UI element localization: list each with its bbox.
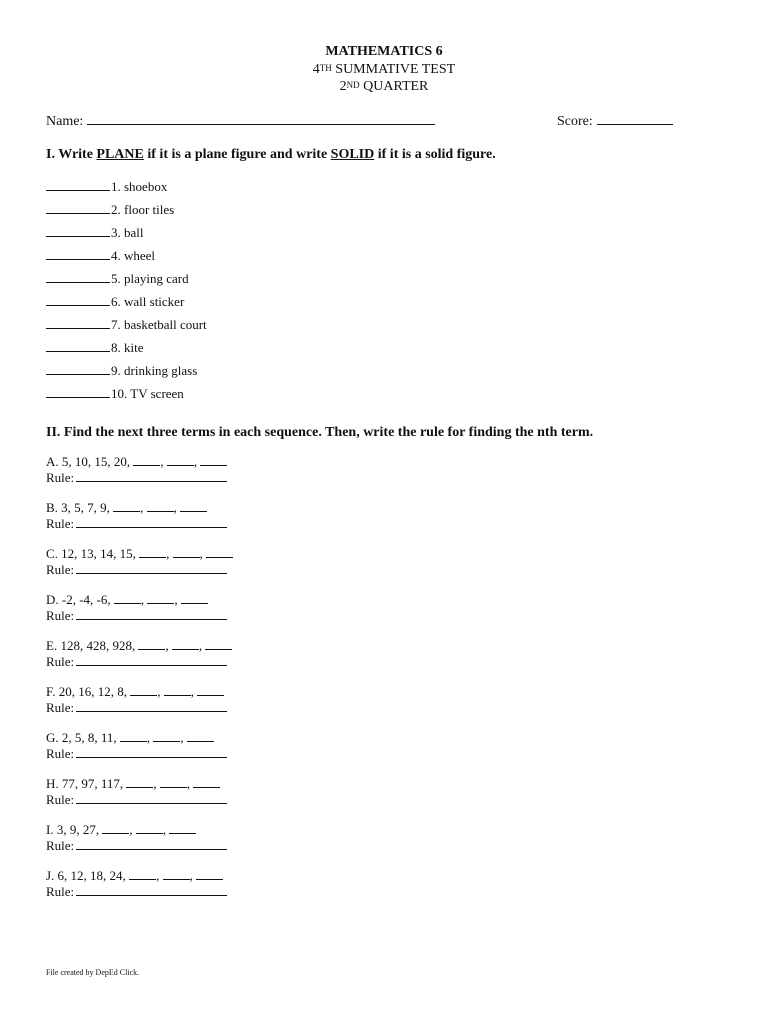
rule-blank[interactable] <box>76 563 227 574</box>
rule-label: Rule: <box>46 791 75 807</box>
answer-blank[interactable] <box>46 248 110 260</box>
test-name: SUMMATIVE TEST <box>335 62 456 77</box>
rule-line <box>46 884 227 900</box>
rule-line <box>46 700 227 716</box>
sequence-item <box>46 776 227 807</box>
part1-suffix: if it is a solid figure. <box>377 147 496 162</box>
subject-title: MATHEMATICS 6 <box>325 44 443 59</box>
term-blank[interactable] <box>136 823 163 834</box>
score-field[interactable] <box>597 112 673 125</box>
rule-line <box>46 838 227 854</box>
item-text: 10. TV screen <box>111 386 184 401</box>
answer-blank[interactable] <box>46 317 110 329</box>
test-ordinal-suffix: TH <box>319 63 332 73</box>
quarter-suffix: ND <box>346 80 360 90</box>
rule-label: Rule: <box>46 653 75 669</box>
sequence-terms: D. -2, -4, -6, <box>46 592 111 607</box>
rule-line <box>46 516 227 532</box>
rule-blank[interactable] <box>76 517 227 528</box>
rule-line <box>46 562 233 578</box>
answer-blank[interactable] <box>46 386 110 398</box>
sequence-item <box>46 592 227 623</box>
sequence-line: J. 6, 12, 18, 24, , , <box>46 868 227 884</box>
name-row <box>46 112 435 131</box>
term-blank[interactable] <box>133 455 160 466</box>
answer-blank[interactable] <box>46 294 110 306</box>
sequence-line: B. 3, 5, 7, 9, , , <box>46 500 227 516</box>
rule-line <box>46 654 232 670</box>
term-blank[interactable] <box>120 731 147 742</box>
rule-blank[interactable] <box>76 747 227 758</box>
sequence-line: E. 128, 428, 928, , , <box>46 638 232 654</box>
rule-label: Rule: <box>46 699 75 715</box>
score-label: Score: <box>557 114 593 129</box>
sequence-item <box>46 730 227 761</box>
sequence-line: H. 77, 97, 117, , , <box>46 776 227 792</box>
term-blank[interactable] <box>187 731 214 742</box>
term-blank[interactable] <box>180 501 207 512</box>
part1-item <box>46 178 167 195</box>
rule-label: Rule: <box>46 837 75 853</box>
sequence-terms: I. 3, 9, 27, <box>46 822 100 837</box>
term-blank[interactable] <box>130 685 157 696</box>
term-blank[interactable] <box>153 731 180 742</box>
plane-keyword: PLANE <box>96 147 144 162</box>
answer-blank[interactable] <box>46 225 110 237</box>
rule-blank[interactable] <box>76 609 227 620</box>
rule-label: Rule: <box>46 607 75 623</box>
term-blank[interactable] <box>102 823 129 834</box>
item-text: 5. playing card <box>111 271 189 286</box>
term-blank[interactable] <box>138 639 165 650</box>
sequence-terms: B. 3, 5, 7, 9, <box>46 500 110 515</box>
sequence-line: C. 12, 13, 14, 15, , , <box>46 546 233 562</box>
sequence-line: G. 2, 5, 8, 11, , , <box>46 730 227 746</box>
term-blank[interactable] <box>147 593 174 604</box>
term-blank[interactable] <box>172 639 199 650</box>
item-text: 6. wall sticker <box>111 294 185 309</box>
rule-blank[interactable] <box>76 471 227 482</box>
rule-line <box>46 470 227 486</box>
rule-line <box>46 792 227 808</box>
item-text: 4. wheel <box>111 248 156 263</box>
item-text: 2. floor tiles <box>111 202 175 217</box>
part1-instruction <box>46 146 496 164</box>
answer-blank[interactable] <box>46 202 110 214</box>
sequence-terms: H. 77, 97, 117, <box>46 776 124 791</box>
sequence-terms: F. 20, 16, 12, 8, <box>46 684 127 699</box>
sequence-line: I. 3, 9, 27, , , <box>46 822 227 838</box>
sequence-terms: C. 12, 13, 14, 15, <box>46 546 136 561</box>
answer-blank[interactable] <box>46 363 110 375</box>
term-blank[interactable] <box>164 685 191 696</box>
term-blank[interactable] <box>167 455 194 466</box>
part1-item <box>46 385 184 402</box>
rule-label: Rule: <box>46 515 75 531</box>
sequence-item <box>46 500 227 531</box>
term-blank[interactable] <box>181 593 208 604</box>
term-blank[interactable] <box>200 455 227 466</box>
part1-item <box>46 316 207 333</box>
answer-blank[interactable] <box>46 271 110 283</box>
term-blank[interactable] <box>173 547 200 558</box>
term-blank[interactable] <box>196 869 223 880</box>
rule-blank[interactable] <box>76 793 227 804</box>
item-text: 8. kite <box>111 340 144 355</box>
quarter-ordinal: 2 <box>339 79 347 94</box>
name-label: Name: <box>46 114 84 129</box>
sequence-item <box>46 454 227 485</box>
sequence-item <box>46 868 227 899</box>
term-blank[interactable] <box>206 547 233 558</box>
sequence-line: F. 20, 16, 12, 8, , , <box>46 684 227 700</box>
rule-label: Rule: <box>46 561 75 577</box>
sequence-terms: A. 5, 10, 15, 20, <box>46 454 131 469</box>
part1-item <box>46 247 155 264</box>
sequence-item <box>46 638 232 669</box>
part1-item <box>46 362 197 379</box>
rule-label: Rule: <box>46 469 75 485</box>
term-blank[interactable] <box>114 593 141 604</box>
item-text: 7. basketball court <box>111 317 207 332</box>
part1-item <box>46 339 144 356</box>
rule-blank[interactable] <box>76 701 227 712</box>
part1-item <box>46 201 174 218</box>
part1-item <box>46 270 189 287</box>
term-blank[interactable] <box>197 685 224 696</box>
sequence-terms: G. 2, 5, 8, 11, <box>46 730 117 745</box>
term-blank[interactable] <box>160 777 187 788</box>
sequence-line: D. -2, -4, -6, , , <box>46 592 227 608</box>
part1-middle: if it is a plane figure and write <box>147 147 328 162</box>
footer-credit: File created by DepEd Click. <box>46 968 140 977</box>
sequence-terms: E. 128, 428, 928, <box>46 638 136 653</box>
sequence-item <box>46 546 233 577</box>
sequence-terms: J. 6, 12, 18, 24, <box>46 868 126 883</box>
rule-label: Rule: <box>46 745 75 761</box>
term-blank[interactable] <box>139 547 166 558</box>
sequence-line: A. 5, 10, 15, 20, , , <box>46 454 227 470</box>
term-blank[interactable] <box>129 869 156 880</box>
test-title <box>0 61 768 79</box>
name-field[interactable] <box>87 112 435 125</box>
sequence-item <box>46 822 227 853</box>
rule-line <box>46 608 227 624</box>
quarter-title <box>0 78 768 96</box>
rule-line <box>46 746 227 762</box>
rule-blank[interactable] <box>76 839 227 850</box>
item-text: 3. ball <box>111 225 144 240</box>
term-blank[interactable] <box>147 501 174 512</box>
part1-item <box>46 293 184 310</box>
test-ordinal: 4 <box>312 62 320 77</box>
solid-keyword: SOLID <box>330 147 375 162</box>
quarter-label: QUARTER <box>363 79 429 94</box>
rule-blank[interactable] <box>76 885 227 896</box>
term-blank[interactable] <box>126 777 153 788</box>
term-blank[interactable] <box>193 777 220 788</box>
sequence-item <box>46 684 227 715</box>
term-blank[interactable] <box>113 501 140 512</box>
rule-label: Rule: <box>46 883 75 899</box>
answer-blank[interactable] <box>46 179 110 191</box>
item-text: 9. drinking glass <box>111 363 198 378</box>
term-blank[interactable] <box>163 869 190 880</box>
item-text: 1. shoebox <box>111 179 168 194</box>
part2-instruction: II. Find the next three terms in each sequence. Then, write the rule for finding the nth term. <box>46 425 594 440</box>
score-row <box>557 112 673 131</box>
rule-blank[interactable] <box>76 655 227 666</box>
answer-blank[interactable] <box>46 340 110 352</box>
part1-prefix: I. Write <box>46 147 93 162</box>
term-blank[interactable] <box>205 639 232 650</box>
part1-item <box>46 224 144 241</box>
term-blank[interactable] <box>169 823 196 834</box>
